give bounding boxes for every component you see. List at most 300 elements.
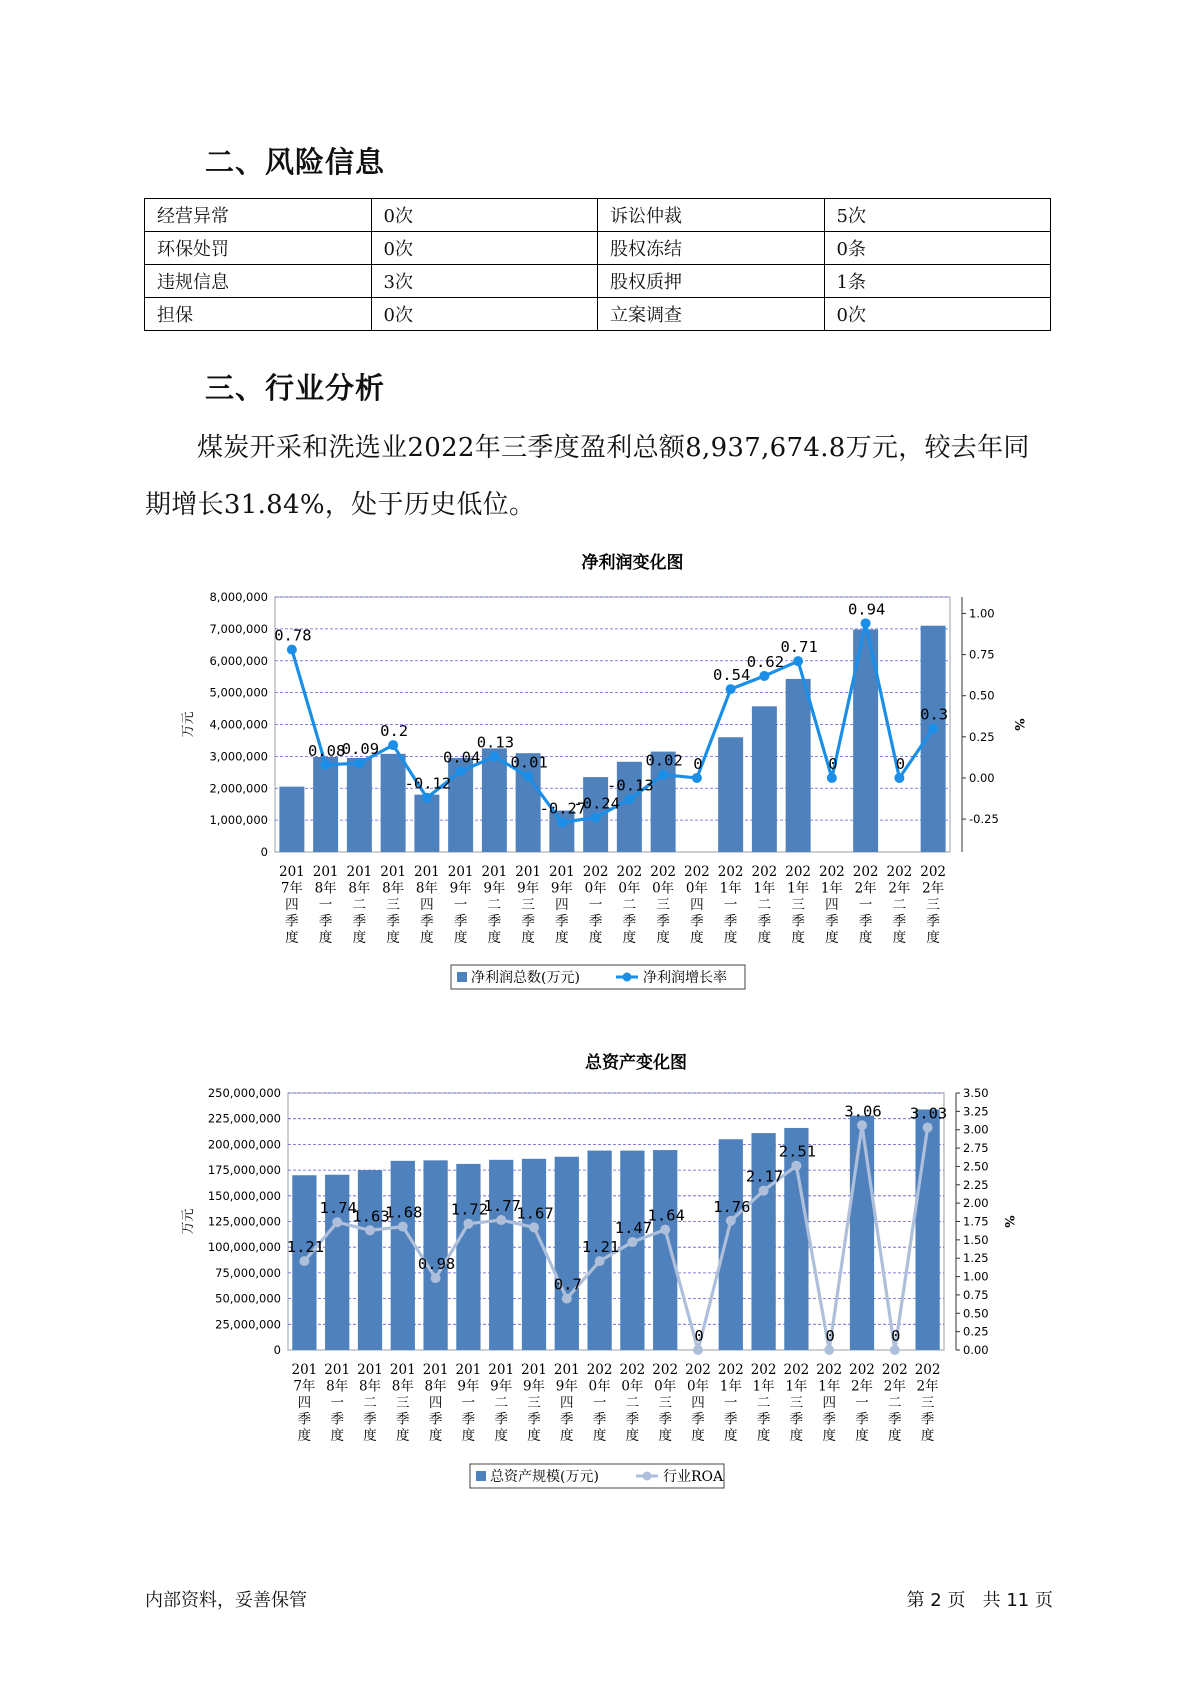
x-tick-label: 度 [920, 1428, 935, 1444]
x-tick-label: 202 [619, 1362, 646, 1378]
x-tick-label: 度 [756, 1428, 771, 1444]
legend-line-marker [643, 1472, 652, 1481]
x-tick-label: 度 [330, 1428, 344, 1444]
y-tick-label: 7,000,000 [209, 621, 268, 636]
x-tick-label: 四 [691, 1395, 705, 1411]
risk-item-label: 担保 [145, 298, 372, 331]
x-tick-label: 度 [592, 1428, 607, 1444]
y2-tick-label: 1.75 [963, 1214, 989, 1229]
legend-line-label: 行业ROA [663, 1469, 724, 1485]
x-tick-label: 8年 [326, 1378, 349, 1395]
data-label: 3.03 [909, 1104, 948, 1123]
x-tick-label: 8年 [358, 1378, 382, 1395]
x-tick-label: 0年 [621, 1378, 644, 1395]
data-label: 0 [828, 754, 838, 773]
line-point [824, 1345, 834, 1355]
y-tick-label: 75,000,000 [215, 1265, 281, 1280]
x-tick-label: 9年 [449, 880, 472, 897]
net-profit-chart [0, 540, 1191, 1010]
y-tick-label: 50,000,000 [215, 1291, 281, 1306]
line-point [562, 1294, 572, 1304]
y-tick-label: 175,000,000 [207, 1163, 281, 1178]
x-tick-label: 2年 [922, 880, 945, 897]
data-label: 0.3 [920, 705, 949, 724]
data-label: 0 [693, 754, 703, 773]
data-label: -0.12 [404, 774, 452, 793]
x-tick-label: 度 [386, 930, 400, 946]
y2-tick-label: 0.00 [963, 1343, 989, 1357]
data-label: 0.02 [645, 751, 683, 770]
x-tick-label: 季 [855, 1411, 869, 1428]
line-point [431, 1273, 441, 1283]
x-tick-label: 四 [822, 1395, 836, 1411]
x-tick-label: 三 [386, 897, 400, 913]
y-tick-label: 0 [273, 1343, 281, 1357]
x-tick-label: 度 [297, 1428, 312, 1444]
x-tick-label: 季 [494, 1411, 508, 1428]
x-tick-label: 9年 [490, 1378, 513, 1395]
x-tick-label: 202 [652, 1362, 679, 1378]
x-tick-label: 201 [413, 864, 440, 880]
y2-tick-label: 2.50 [963, 1159, 989, 1174]
risk-item-label: 股权冻结 [598, 232, 825, 265]
x-tick-label: 度 [658, 1428, 672, 1444]
x-tick-label: 二 [494, 1395, 508, 1411]
x-tick-label: 季 [420, 913, 434, 930]
x-tick-label: 2年 [888, 880, 911, 897]
x-tick-label: 度 [622, 930, 637, 946]
y2-tick-label: 3.25 [963, 1104, 989, 1119]
y2-tick-label: 1.00 [963, 1269, 989, 1284]
data-label: 2.51 [778, 1142, 817, 1161]
x-tick-label: 7年 [293, 1378, 316, 1395]
x-tick-label: 四 [297, 1395, 312, 1411]
x-tick-label: 9年 [550, 880, 573, 897]
x-tick-label: 202 [881, 1362, 908, 1378]
data-label: 0 [895, 754, 906, 773]
x-tick-label: 201 [548, 864, 575, 880]
x-tick-label: 202 [650, 864, 677, 880]
risk-item-value: 1条 [824, 265, 1051, 298]
bar [718, 737, 743, 852]
x-tick-label: 度 [318, 930, 333, 946]
x-tick-label: 1年 [818, 1378, 841, 1395]
x-tick-label: 四 [690, 897, 704, 913]
x-tick-label: 8年 [348, 880, 371, 897]
line-point [365, 1225, 375, 1235]
x-tick-label: 度 [453, 930, 468, 946]
x-tick-label: 度 [487, 930, 502, 946]
data-label: 1.64 [647, 1206, 685, 1225]
data-label: 0 [891, 1327, 901, 1345]
line-point [463, 1219, 473, 1229]
data-label: 0.54 [712, 666, 751, 685]
x-tick-label: 0年 [584, 880, 607, 897]
x-tick-label: 0年 [654, 1378, 677, 1395]
y2-tick-label: 0.75 [969, 647, 995, 662]
risk-item-value: 3次 [371, 265, 598, 298]
x-tick-label: 一 [858, 897, 873, 913]
x-tick-label: 2年 [883, 1378, 906, 1395]
x-tick-label: 三 [926, 897, 940, 913]
x-tick-label: 度 [527, 1428, 541, 1444]
x-tick-label: 201 [553, 1362, 580, 1378]
x-tick-label: 202 [685, 1362, 711, 1378]
x-tick-label: 202 [785, 864, 812, 880]
risk-item-label: 违规信息 [145, 265, 372, 298]
risk-item-label: 诉讼仲裁 [598, 199, 825, 232]
line-point [557, 817, 567, 827]
x-tick-label: 季 [822, 1411, 836, 1428]
section-title-risk: 二、风险信息 [205, 145, 386, 179]
data-label: 0.62 [746, 652, 785, 671]
x-tick-label: 二 [888, 1395, 902, 1411]
x-tick-label: 7年 [280, 880, 303, 897]
x-tick-label: 度 [494, 1428, 508, 1444]
x-tick-label: 201 [291, 1362, 318, 1378]
x-tick-label: 三 [527, 1395, 541, 1411]
data-label: 1.76 [713, 1197, 751, 1216]
x-tick-label: 度 [723, 930, 738, 946]
data-label: -0.27 [539, 799, 587, 818]
line-point [923, 1123, 933, 1133]
x-tick-label: 季 [588, 913, 603, 930]
line-point [456, 766, 466, 776]
x-tick-label: 202 [616, 864, 643, 880]
x-tick-label: 季 [622, 913, 637, 930]
x-tick-label: 度 [858, 930, 873, 946]
x-tick-label: 9年 [483, 880, 506, 897]
risk-item-value: 5次 [824, 199, 1051, 232]
x-tick-label: 201 [278, 864, 305, 880]
x-tick-label: 度 [691, 1428, 705, 1444]
x-tick-label: 0年 [588, 1378, 611, 1395]
x-tick-label: 三 [920, 1395, 935, 1411]
x-tick-label: 1年 [753, 880, 776, 897]
data-label: 1.67 [516, 1204, 554, 1223]
line-point [624, 794, 634, 804]
x-tick-label: 8年 [382, 880, 405, 897]
legend-bar-swatch [457, 972, 467, 982]
x-tick-label: 季 [920, 1411, 935, 1428]
data-label: 0 [825, 1327, 835, 1345]
bar [381, 754, 406, 852]
x-tick-label: 度 [363, 1428, 377, 1444]
data-label: 0.13 [476, 733, 515, 752]
y2-tick-label: 1.25 [963, 1251, 989, 1266]
x-tick-label: 1年 [719, 880, 742, 897]
y-tick-label: 3,000,000 [209, 749, 268, 764]
data-label: 0.2 [380, 722, 409, 741]
x-tick-label: 一 [461, 1395, 476, 1411]
x-tick-label: 1年 [785, 1378, 808, 1395]
bar [358, 1170, 382, 1350]
x-tick-label: 201 [481, 864, 508, 880]
y-tick-label: 4,000,000 [209, 717, 268, 732]
x-tick-label: 季 [592, 1411, 607, 1428]
x-tick-label: 三 [658, 1395, 672, 1411]
x-tick-label: 202 [783, 1362, 810, 1378]
data-label: -0.24 [573, 794, 620, 813]
x-tick-label: 202 [750, 1362, 777, 1378]
bar [786, 679, 811, 852]
bar [279, 787, 304, 852]
x-tick-label: 一 [723, 897, 738, 913]
data-label: 1.63 [352, 1207, 390, 1226]
data-label: 0.94 [847, 600, 886, 619]
line-point [726, 684, 736, 694]
x-tick-label: 201 [422, 1362, 449, 1378]
data-label: 1.77 [483, 1197, 521, 1216]
y-tick-label: 5,000,000 [209, 685, 268, 700]
x-tick-label: 度 [789, 1428, 804, 1444]
x-tick-label: 度 [560, 1428, 574, 1444]
section-title-industry: 三、行业分析 [205, 371, 386, 405]
x-tick-label: 四 [420, 897, 434, 913]
risk-item-value: 0次 [371, 298, 598, 331]
line-point [726, 1216, 736, 1226]
risk-item-label: 股权质押 [598, 265, 825, 298]
legend-bar-swatch [476, 1471, 486, 1481]
data-label: 1.21 [581, 1238, 620, 1257]
x-tick-label: 季 [723, 913, 738, 930]
chart-title: 总资产变化图 [585, 1053, 687, 1073]
x-tick-label: 四 [825, 897, 839, 913]
line-point [627, 1237, 637, 1247]
x-tick-label: 四 [555, 897, 569, 913]
x-tick-label: 二 [487, 897, 502, 913]
x-tick-label: 三 [656, 897, 670, 913]
chart-title: 净利润变化图 [581, 553, 684, 573]
x-tick-label: 二 [363, 1395, 377, 1411]
data-label: 0.01 [510, 753, 548, 772]
x-tick-label: 度 [791, 930, 805, 946]
footer-confidential-note: 内部资料，妥善保管 [145, 1590, 307, 1611]
x-tick-label: 1年 [752, 1378, 775, 1395]
risk-item-value: 0次 [371, 232, 598, 265]
data-label: 1.21 [286, 1238, 325, 1257]
x-tick-label: 9年 [457, 1378, 480, 1395]
x-tick-label: 二 [622, 897, 637, 913]
line-point [759, 671, 769, 681]
x-tick-label: 一 [330, 1395, 344, 1411]
x-tick-label: 度 [625, 1428, 640, 1444]
x-tick-label: 202 [717, 864, 744, 880]
data-label: 0.09 [341, 740, 380, 759]
x-tick-label: 度 [888, 1428, 902, 1444]
x-tick-label: 0年 [686, 1378, 710, 1395]
y2-tick-label: 0.25 [963, 1324, 989, 1339]
x-tick-label: 201 [447, 864, 474, 880]
x-tick-label: 度 [690, 930, 704, 946]
x-tick-label: 度 [822, 1428, 836, 1444]
y2-tick-label: 0.50 [963, 1306, 989, 1321]
bar [915, 1109, 939, 1350]
x-tick-label: 201 [346, 864, 373, 880]
bar [850, 1116, 874, 1350]
x-tick-label: 季 [555, 913, 569, 930]
x-tick-label: 二 [625, 1395, 640, 1411]
line-point [928, 724, 938, 734]
x-tick-label: 季 [691, 1411, 705, 1428]
total-assets-chart [0, 1040, 1191, 1510]
x-tick-label: 202 [914, 1362, 941, 1378]
x-tick-label: 季 [757, 913, 772, 930]
x-tick-label: 一 [592, 1395, 607, 1411]
line-point [388, 740, 398, 750]
x-tick-label: 2年 [916, 1378, 939, 1395]
x-tick-label: 201 [521, 1362, 547, 1378]
bar [719, 1139, 743, 1350]
x-tick-label: 四 [285, 897, 299, 913]
line-point [332, 1217, 342, 1227]
y-tick-label: 8,000,000 [209, 590, 268, 604]
x-tick-label: 季 [330, 1411, 344, 1428]
risk-table-row [145, 265, 1051, 298]
line-point [759, 1186, 769, 1196]
x-tick-label: 度 [396, 1428, 410, 1444]
y2-tick-label: 1.00 [969, 606, 995, 621]
x-tick-label: 一 [855, 1395, 869, 1411]
data-label: 3.06 [844, 1102, 882, 1121]
x-tick-label: 季 [625, 1411, 640, 1428]
bar [617, 762, 642, 852]
x-tick-label: 季 [690, 913, 704, 930]
line-point [299, 1256, 309, 1266]
x-tick-label: 202 [920, 864, 947, 880]
x-tick-label: 202 [751, 864, 778, 880]
x-tick-label: 度 [855, 1428, 869, 1444]
x-tick-label: 201 [389, 1362, 416, 1378]
line-point [658, 770, 668, 780]
y2-tick-label: 2.00 [963, 1196, 989, 1211]
x-tick-label: 度 [420, 930, 434, 946]
y-tick-label: 1,000,000 [209, 813, 268, 828]
y2-axis-label: % [1001, 1215, 1016, 1228]
data-label: 1.74 [319, 1199, 357, 1218]
x-tick-label: 季 [396, 1411, 410, 1428]
bar [620, 1151, 644, 1350]
x-tick-label: 1年 [820, 880, 843, 897]
y2-tick-label: 3.00 [963, 1122, 989, 1137]
risk-table-row [145, 298, 1051, 331]
x-tick-label: 季 [791, 913, 805, 930]
line-point [791, 1161, 801, 1171]
y-tick-label: 200,000,000 [207, 1137, 281, 1152]
risk-item-label: 立案调查 [598, 298, 825, 331]
bar [751, 1133, 775, 1350]
x-tick-label: 季 [386, 913, 400, 930]
x-tick-label: 一 [318, 897, 333, 913]
y2-tick-label: 2.25 [963, 1177, 989, 1192]
y-tick-label: 100,000,000 [207, 1240, 281, 1255]
line-point [354, 758, 364, 768]
x-tick-label: 9年 [555, 1378, 578, 1395]
x-tick-label: 0年 [652, 880, 675, 897]
x-tick-label: 度 [892, 930, 907, 946]
line-point [398, 1222, 408, 1232]
x-tick-label: 一 [724, 1395, 738, 1411]
risk-table-row [145, 232, 1051, 265]
bar [555, 1157, 579, 1350]
x-tick-label: 度 [926, 930, 940, 946]
x-tick-label: 1年 [719, 1378, 742, 1395]
x-tick-label: 一 [453, 897, 468, 913]
line-point [489, 752, 499, 762]
line-point [693, 1345, 703, 1355]
data-label: 0 [694, 1327, 704, 1345]
line-point [529, 1222, 539, 1232]
y-tick-label: 0 [260, 845, 268, 859]
y2-tick-label: 2.75 [963, 1141, 989, 1156]
bar [752, 706, 777, 852]
x-tick-label: 季 [363, 1411, 377, 1428]
x-tick-label: 202 [849, 1362, 875, 1378]
x-tick-label: 度 [461, 1428, 476, 1444]
x-tick-label: 201 [455, 1362, 482, 1378]
y2-axis-label: % [1011, 718, 1026, 731]
y-axis-label: 万元 [181, 1208, 196, 1235]
x-tick-label: 季 [318, 913, 333, 930]
x-tick-label: 三 [521, 897, 535, 913]
data-label: 0.71 [780, 638, 818, 657]
x-tick-label: 度 [757, 930, 772, 946]
x-tick-label: 季 [521, 913, 535, 930]
legend-bar-label: 总资产规模(万元) [490, 1469, 599, 1485]
x-tick-label: 季 [527, 1411, 541, 1428]
y2-tick-label: 0.25 [969, 729, 995, 744]
bar [313, 757, 338, 852]
footer-page-number: 第 2 页 共 11 页 [906, 1590, 1053, 1611]
x-tick-label: 三 [791, 897, 805, 913]
x-tick-label: 度 [588, 930, 603, 946]
x-tick-label: 一 [588, 897, 603, 913]
legend-line-label: 净利润增长率 [643, 970, 727, 986]
x-tick-label: 三 [789, 1395, 804, 1411]
line-point [591, 812, 601, 822]
x-tick-label: 季 [453, 913, 468, 930]
x-tick-label: 季 [656, 913, 670, 930]
x-tick-label: 度 [521, 930, 535, 946]
x-tick-label: 度 [724, 1428, 738, 1444]
bar [653, 1150, 677, 1350]
line-point [861, 618, 871, 628]
x-tick-label: 二 [352, 897, 367, 913]
y-tick-label: 225,000,000 [207, 1111, 281, 1126]
risk-table-row [145, 199, 1051, 232]
y2-tick-label: 0.00 [969, 770, 995, 785]
y-axis-label: 万元 [181, 711, 196, 738]
x-tick-label: 8年 [415, 880, 438, 897]
line-point [422, 793, 432, 803]
data-label: -0.13 [607, 776, 654, 795]
y-tick-label: 125,000,000 [207, 1214, 281, 1229]
y-tick-label: 25,000,000 [215, 1317, 281, 1332]
y2-tick-label: -0.25 [969, 812, 999, 827]
x-tick-label: 2年 [854, 880, 877, 897]
x-tick-label: 度 [555, 930, 569, 946]
x-tick-label: 季 [560, 1411, 574, 1428]
x-tick-label: 季 [892, 913, 907, 930]
x-tick-label: 季 [297, 1411, 312, 1428]
y2-tick-label: 1.50 [963, 1232, 989, 1247]
bar [391, 1161, 415, 1350]
data-label: 0.7 [553, 1275, 582, 1294]
risk-item-label: 环保处罚 [145, 232, 372, 265]
data-label: 0.04 [442, 748, 481, 767]
x-tick-label: 二 [756, 1395, 771, 1411]
x-tick-label: 202 [852, 864, 879, 880]
